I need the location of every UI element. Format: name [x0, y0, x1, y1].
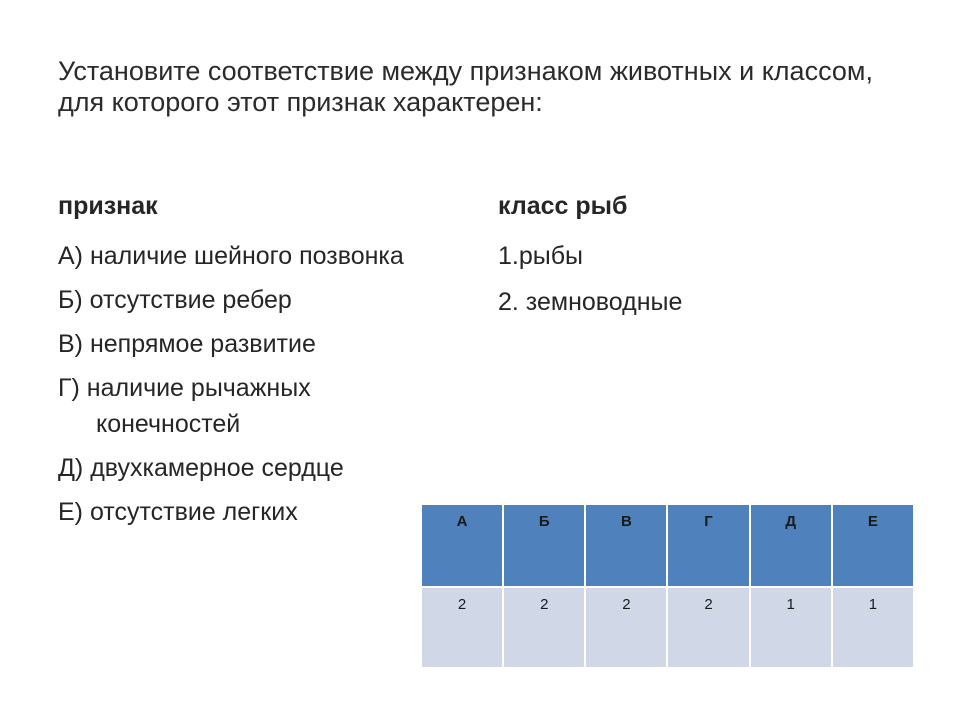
answer-value-cell: 2 [667, 587, 749, 668]
answer-value-cell: 2 [421, 587, 503, 668]
answer-value-cell: 2 [585, 587, 667, 668]
answer-header-cell: Б [503, 504, 585, 587]
answer-table [420, 503, 915, 669]
answer-header-cell: Е [832, 504, 914, 587]
feature-list [58, 238, 418, 538]
class-list [498, 238, 682, 330]
answer-header-cell: В [585, 504, 667, 587]
feature-item: Б) отсутствие ребер [58, 286, 292, 314]
class-item: 1.рыбы [498, 242, 584, 270]
feature-item: Д) двухкамерное сердце [58, 454, 344, 482]
answer-header-row [421, 504, 914, 587]
feature-item: В) непрямое развитие [58, 330, 316, 358]
answer-value-cell: 2 [503, 587, 585, 668]
feature-item: Г) наличие рычажных конечностей [58, 374, 311, 438]
feature-column-header: признак [58, 192, 158, 220]
feature-item: Е) отсутствие легких [58, 498, 298, 526]
class-column-header: класс рыб [498, 192, 628, 220]
answer-header-cell: Г [667, 504, 749, 587]
answer-value-row [421, 587, 914, 668]
answer-header-cell: А [421, 504, 503, 587]
task-title: Установите соответствие между признаком животных и классом, для которого этот признак характерен: [58, 56, 873, 117]
answer-value-cell: 1 [832, 587, 914, 668]
class-item: 2. земноводные [498, 288, 683, 316]
answer-header-cell: Д [750, 504, 832, 587]
answer-value-cell: 1 [750, 587, 832, 668]
feature-item: А) наличие шейного позвонка [58, 242, 404, 270]
